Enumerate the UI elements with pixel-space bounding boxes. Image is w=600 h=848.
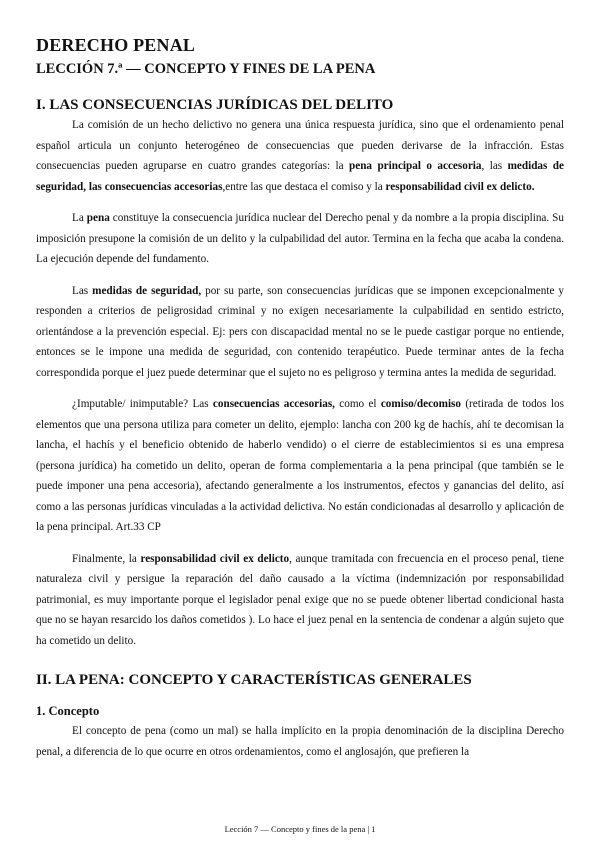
paragraph-medidas-seguridad: Las medidas de seguridad, por su parte, son consecuencias jurídicas que se imponen excepcionalmente y responden a criterios de peligrosidad criminal y no exigen necesariamente la culpabilidad en sentido estricto, orientándose a la prevención especial. Ej: pers con discapacidad mental no se le puede castigar porque no entiende, entonces se le impone una medida de seguridad, con contenido terapéutico. Puede terminar antes de la fecha correspondida porque el juez puede determinar que el sujeto no es peligroso y termina antes la medida de seguridad. xyxy=(36,284,564,379)
document-page xyxy=(36,34,564,762)
page-footer: Lección 7 — Concepto y fines de la pena | 1 xyxy=(224,824,376,834)
paragraph-responsabilidad-civil: Finalmente, la responsabilidad civil ex delicto, aunque tramitada con frecuencia en el proceso penal, tiene naturaleza civil y persigue la reparación del daño causado a la víctima (indemnización por responsabilidad patrimonial, es muy importante porque el legislador penal exige que no se puede obtener libertad condicional hasta que no se hayan resarcido los daños cometidos ). Lo hace el juez penal en la sentencia de condenar a algún sujeto que ha cometido un delito. xyxy=(36,552,564,647)
paragraph-consequences: La comisión de un hecho delictivo no genera una única respuesta jurídica, sino que el ordenamiento penal español articula un conjunto heterogéneo de consecuencias que pueden derivarse de la infracción. Estas consecuencias pueden agruparse en cuatro grandes categorías: la pena principal o accesoria, las medidas de seguridad, las consecuencias accesorias,entre las que destaca el comiso y la responsabilidad civil ex delicto. xyxy=(36,119,564,193)
paragraph-consecuencias-accesorias: ¿Imputable/ inimputable? Las consecuencias accesorias, como el comiso/decomiso (retirada de todos los elementos que una persona utiliza para cometer un delito, ejemplo: lancha con 200 kg de hachís, ahí te decomisan la lancha, el hachís y el beneficio obtenido de haberlo vendido) o el cierre de establecimientos si es una empresa (persona jurídica) ha cometido un delito, operan de forma complementaria a la pena principal (que también se le puede imponer una pena accesoria), afectando generalmente a los instrumentos, efectos y ganancias del delito, así como a las personas jurídicas vinculadas a la actividad delictiva. No están condicionadas al desarrollo y aplicación de la pena principal. Art.33 CP xyxy=(36,398,564,533)
section-heading-1: I. LAS CONSECUENCIAS JURÍDICAS DEL DELITO xyxy=(36,97,394,113)
paragraph-pena: La pena constituye la consecuencia jurídica nuclear del Derecho penal y da nombre a la propia disciplina. Su imposición presupone la comisión de un delito y la culpabilidad del autor. Termina en la fecha que acaba la condena. La ejecución depende del fundamento. xyxy=(36,212,564,265)
section-heading-2: II. LA PENA: CONCEPTO Y CARACTERÍSTICAS GENERALES xyxy=(36,672,472,688)
subsection-heading: 1. Concepto xyxy=(36,704,100,718)
paragraph-concepto: El concepto de pena (como un mal) se halla implícito en la propia denominación de la disciplina Derecho penal, a diferencia de lo que ocurre en otros ordenamientos, como el anglosajón, que prefieren la xyxy=(36,725,564,758)
lesson-title: LECCIÓN 7.ª — CONCEPTO Y FINES DE LA PENA xyxy=(36,61,376,77)
document-title: DERECHO PENAL xyxy=(36,35,196,55)
